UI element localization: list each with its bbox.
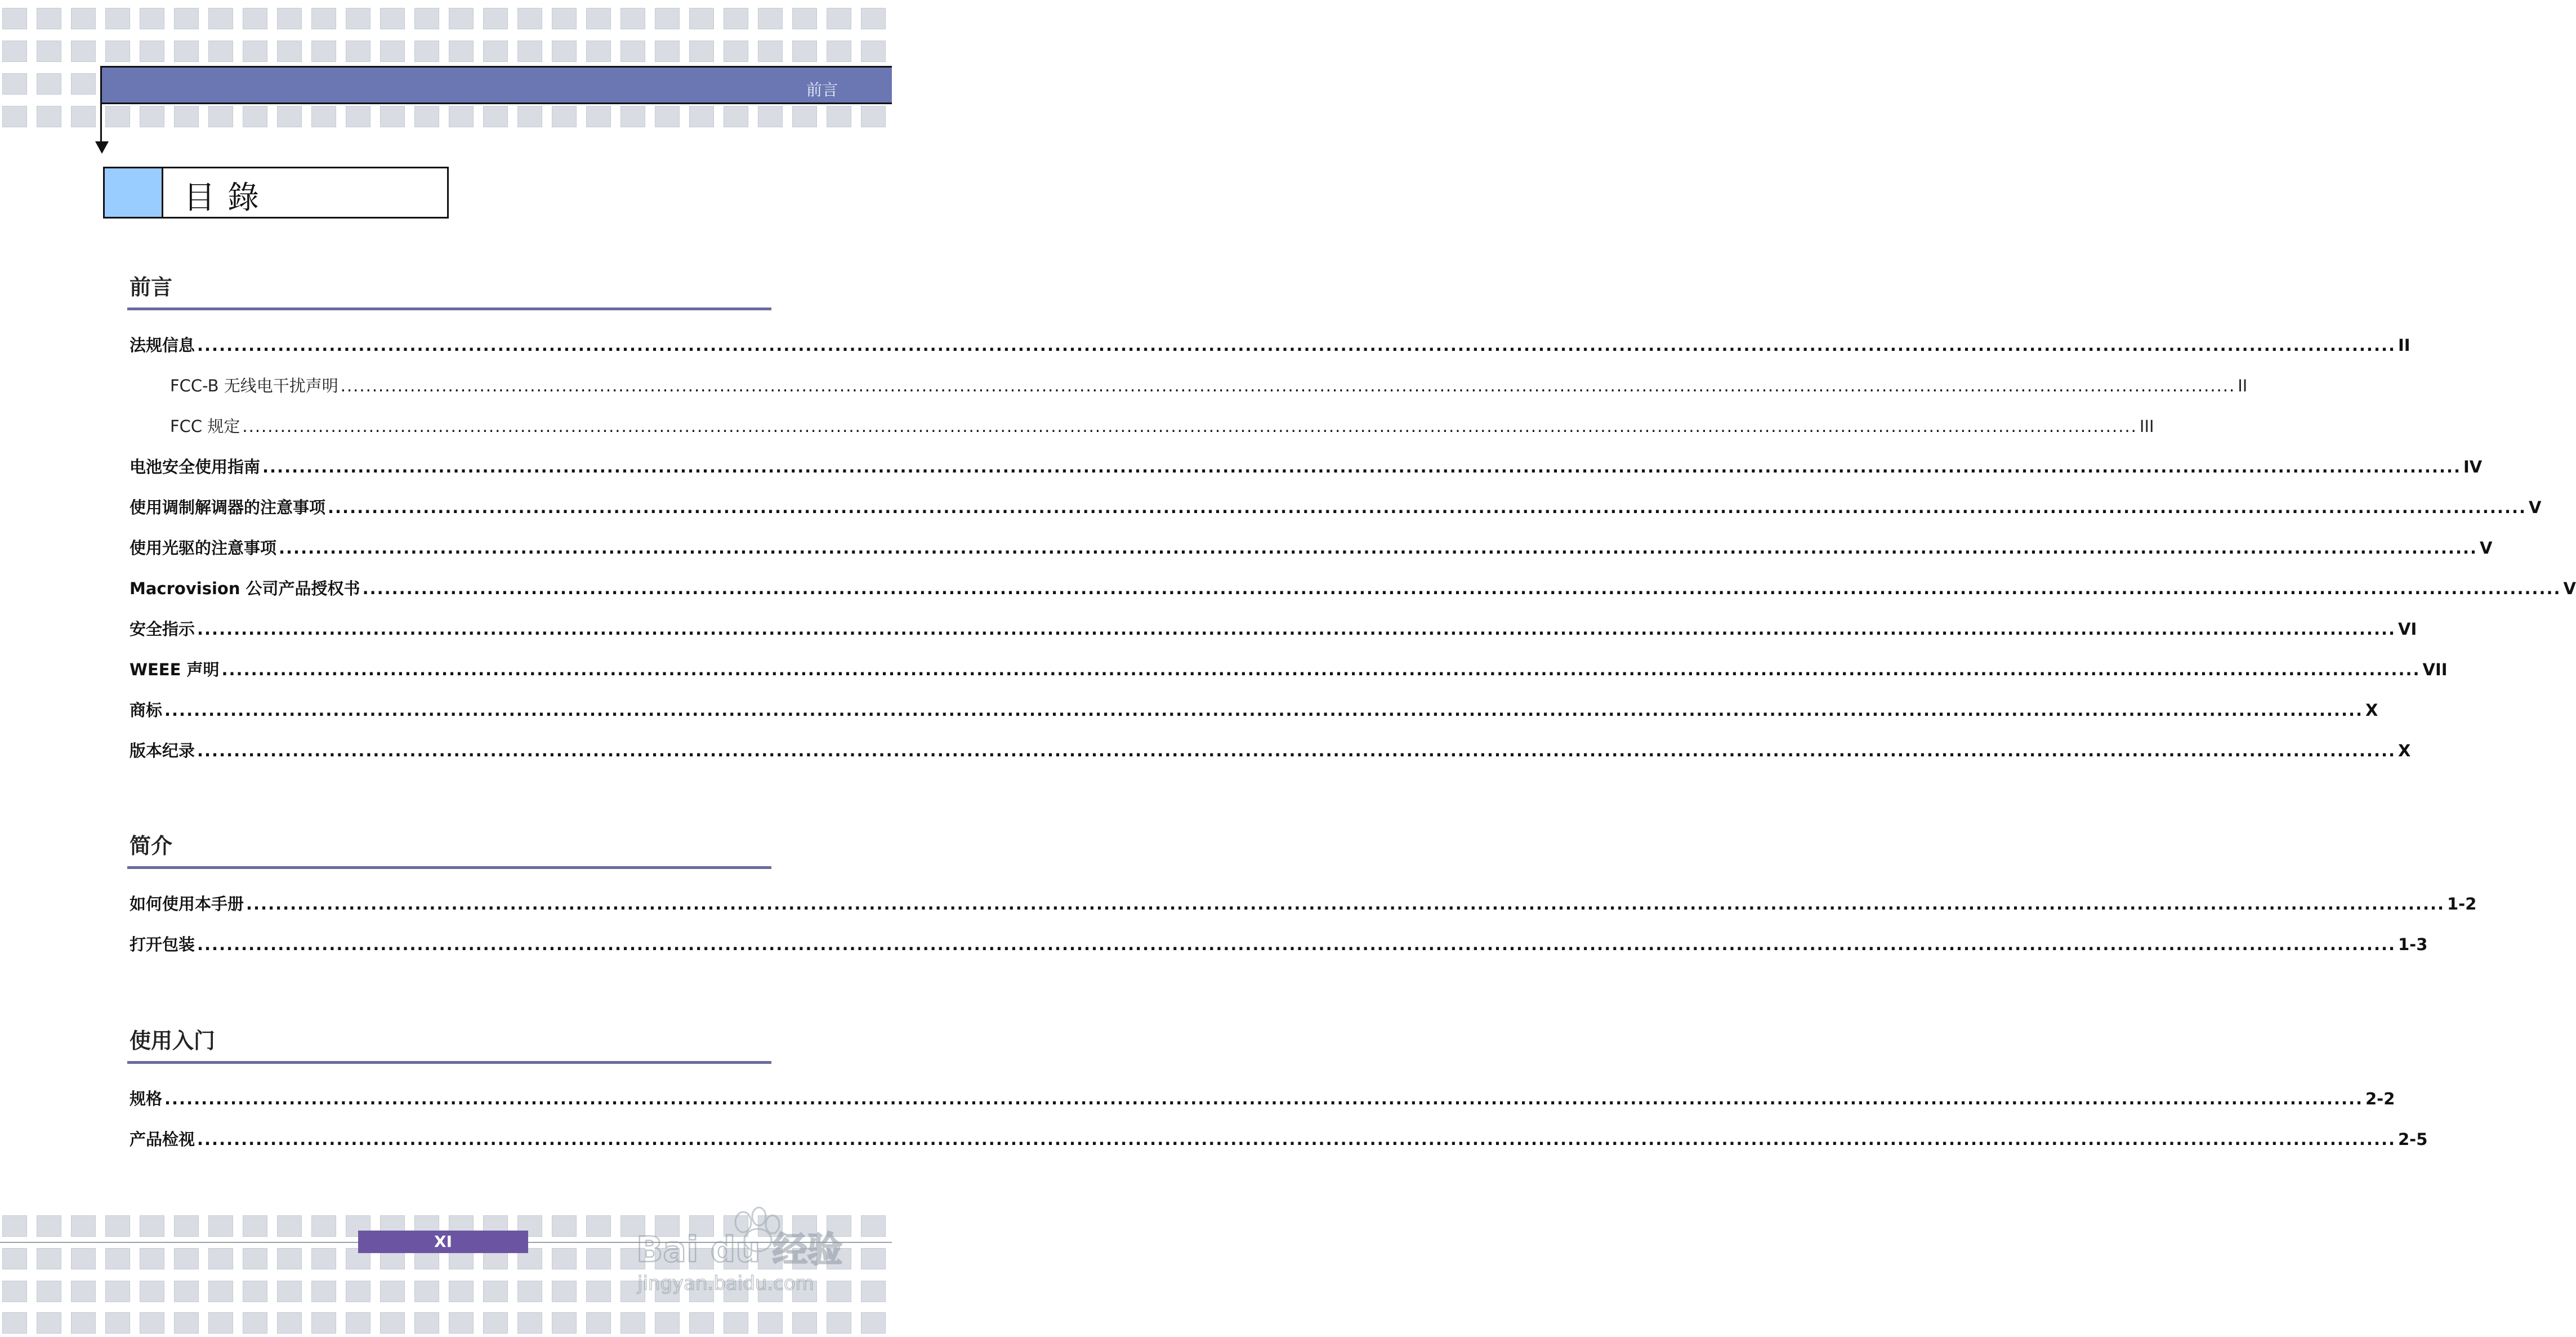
tile (71, 41, 96, 62)
tile (2, 41, 27, 62)
tile (140, 1281, 164, 1302)
tile (140, 1215, 164, 1237)
header-title: 前言 (806, 81, 838, 99)
tile (105, 1281, 130, 1302)
tile (311, 8, 336, 29)
tile (105, 41, 130, 62)
tile (792, 8, 817, 29)
tile (861, 1281, 886, 1302)
entry-page: IV (2463, 457, 2483, 476)
arrow-down-icon (95, 141, 109, 154)
page-number: XI (358, 1231, 528, 1253)
tile (277, 8, 302, 29)
entry-label: 规格 (130, 1089, 163, 1108)
tile (620, 106, 645, 127)
dot-leader: ............................................................................................................................................................................................................................................................................................................ (197, 741, 2396, 760)
entry-page: V (2480, 538, 2493, 558)
tile (758, 8, 783, 29)
tile (380, 106, 405, 127)
toc-section (130, 830, 2477, 965)
tile (37, 73, 61, 95)
tile (792, 106, 817, 127)
tile (174, 41, 199, 62)
tile (517, 1312, 542, 1334)
tile (380, 1281, 405, 1302)
watermark-url: jingyan.baidu.com (637, 1272, 814, 1295)
toc-entry[interactable] (130, 568, 2576, 609)
toc-entry[interactable] (130, 325, 2410, 366)
tile (827, 8, 851, 29)
tile (71, 73, 96, 95)
toc-entry[interactable] (130, 730, 2411, 771)
tile (552, 41, 577, 62)
tile (2, 106, 27, 127)
tile (2, 1215, 27, 1237)
baidu-watermark (631, 1200, 856, 1301)
tile (517, 41, 542, 62)
tile (37, 8, 61, 29)
toc-entry[interactable] (130, 1119, 2428, 1160)
dot-leader: ............................................................................................................................................................................................................................................................................................................ (221, 660, 2421, 679)
dot-leader: ............................................................................................................................................................................................................................................................................................................ (197, 620, 2396, 639)
dot-leader: ............................................................................................................................................................................................................................................................................................................ (242, 417, 2137, 436)
tile (861, 41, 886, 62)
entry-label: 产品检视 (130, 1130, 195, 1149)
tile (414, 8, 439, 29)
tile (37, 106, 61, 127)
tile (792, 1312, 817, 1334)
tile (483, 1312, 508, 1334)
entry-label: WEEE 声明 (130, 660, 220, 679)
tile (71, 1281, 96, 1302)
tile (105, 106, 130, 127)
entry-label: FCC-B 无线电干扰声明 (170, 376, 338, 395)
entry-label: 使用光驱的注意事项 (130, 538, 277, 558)
tile (655, 8, 680, 29)
tile (586, 106, 611, 127)
tile (208, 1215, 233, 1237)
tile (689, 8, 714, 29)
tile (586, 1281, 611, 1302)
tile (414, 1281, 439, 1302)
entry-page: VI (2398, 620, 2417, 639)
entry-page: III (2139, 417, 2154, 436)
toc-entry[interactable] (130, 447, 2483, 487)
tile (346, 106, 370, 127)
toc-title: 目錄 (184, 180, 271, 216)
tile (449, 1281, 474, 1302)
tile (71, 1312, 96, 1334)
tile (861, 8, 886, 29)
toc-entry[interactable] (130, 690, 2378, 730)
tile (346, 1281, 370, 1302)
tile-row (0, 8, 892, 33)
tile (346, 1312, 370, 1334)
tile (311, 1281, 336, 1302)
tile (277, 1215, 302, 1237)
tile (2, 1248, 27, 1269)
tile (311, 1215, 336, 1237)
tile (140, 106, 164, 127)
tile (277, 106, 302, 127)
tile (620, 41, 645, 62)
dot-leader: ............................................................................................................................................................................................................................................................................................................ (340, 376, 2236, 395)
tile (208, 106, 233, 127)
tile (2, 73, 27, 95)
tile (140, 1248, 164, 1269)
section-title: 使用入门 (130, 1028, 216, 1053)
tile (174, 1248, 199, 1269)
tile (243, 1248, 267, 1269)
entry-label: 打开包装 (130, 935, 195, 954)
entry-page: 1-3 (2398, 935, 2428, 954)
tile (277, 1248, 302, 1269)
tile-row (0, 41, 892, 65)
entry-label: FCC 规定 (170, 417, 240, 436)
tile (380, 41, 405, 62)
tile (655, 106, 680, 127)
tile (689, 1312, 714, 1334)
tile (105, 1248, 130, 1269)
tile (552, 1215, 577, 1237)
dot-leader: ............................................................................................................................................................................................................................................................................................................ (262, 457, 2461, 476)
section-title: 简介 (130, 834, 173, 858)
tile (208, 8, 233, 29)
header-band (100, 66, 892, 104)
entry-label: 法规信息 (130, 336, 195, 355)
tile (414, 1312, 439, 1334)
entry-page: II (2398, 336, 2410, 355)
toc-subentry[interactable] (130, 366, 2248, 406)
tile (655, 41, 680, 62)
tile (208, 1312, 233, 1334)
tile (311, 106, 336, 127)
tile (414, 106, 439, 127)
tile (208, 1281, 233, 1302)
toc-entry[interactable] (130, 1078, 2395, 1119)
tile (586, 8, 611, 29)
tile (105, 1215, 130, 1237)
tile (140, 1312, 164, 1334)
section-divider (127, 866, 771, 869)
tile (792, 41, 817, 62)
dot-leader: ............................................................................................................................................................................................................................................................................................................ (197, 336, 2396, 355)
tile (449, 8, 474, 29)
tile (586, 1248, 611, 1269)
tile (586, 41, 611, 62)
tile (861, 1248, 886, 1269)
tile (311, 41, 336, 62)
tile (243, 8, 267, 29)
tile (517, 1281, 542, 1302)
tile (174, 8, 199, 29)
tile (586, 1215, 611, 1237)
section-entries (130, 884, 2477, 965)
tile (449, 1312, 474, 1334)
tile (552, 1281, 577, 1302)
tile (552, 1312, 577, 1334)
tile (724, 1312, 748, 1334)
section-divider (127, 307, 771, 310)
tile (243, 1281, 267, 1302)
tile (105, 1312, 130, 1334)
tile (724, 106, 748, 127)
toc-entry[interactable] (130, 649, 2448, 690)
tile (71, 1248, 96, 1269)
tile (861, 1312, 886, 1334)
entry-page: X (2398, 741, 2411, 760)
tile (827, 1312, 851, 1334)
tile (689, 41, 714, 62)
tile (174, 106, 199, 127)
tile (277, 41, 302, 62)
tile (2, 1312, 27, 1334)
tile-row (0, 106, 892, 131)
tile (2, 1281, 27, 1302)
tile (724, 41, 748, 62)
tile (2, 8, 27, 29)
entry-label: 如何使用本手册 (130, 894, 244, 913)
watermark-brand: Bai du 经验 (636, 1229, 843, 1270)
entry-page: 1-2 (2447, 894, 2477, 913)
tile (37, 1215, 61, 1237)
toc-section (130, 271, 2576, 771)
entry-label: Macrovision 公司产品授权书 (130, 579, 360, 598)
toc-title-box (103, 167, 449, 219)
tile (174, 1281, 199, 1302)
tile (311, 1248, 336, 1269)
tile (243, 41, 267, 62)
toc-entry[interactable] (130, 528, 2493, 568)
dot-leader: ............................................................................................................................................................................................................................................................................................................ (246, 894, 2445, 913)
tile (243, 1312, 267, 1334)
tile (346, 8, 370, 29)
dot-leader: ............................................................................................................................................................................................................................................................................................................ (197, 1130, 2396, 1149)
toc-section (130, 1025, 2428, 1160)
tile (380, 1312, 405, 1334)
tile (586, 1312, 611, 1334)
tile (689, 106, 714, 127)
tile (208, 1248, 233, 1269)
tile (827, 106, 851, 127)
tile (620, 8, 645, 29)
dot-leader: ............................................................................................................................................................................................................................................................................................................ (328, 498, 2526, 517)
tile (552, 1248, 577, 1269)
tile (174, 1312, 199, 1334)
tile (174, 1215, 199, 1237)
tile (346, 41, 370, 62)
tile (655, 1312, 680, 1334)
tile (758, 106, 783, 127)
tile (758, 41, 783, 62)
tile (861, 106, 886, 127)
tile (517, 106, 542, 127)
entry-page: V (2563, 579, 2576, 598)
entry-page: 2-5 (2398, 1130, 2428, 1149)
tile (243, 1215, 267, 1237)
toc-accent-block (105, 168, 163, 217)
arrow-line (100, 104, 102, 142)
tile (483, 41, 508, 62)
tile-row (0, 1312, 892, 1337)
tile (311, 1312, 336, 1334)
section-entries (130, 1078, 2428, 1160)
tile (449, 41, 474, 62)
tile (414, 41, 439, 62)
tile (552, 106, 577, 127)
tile (861, 1215, 886, 1237)
entry-label: 安全指示 (130, 620, 195, 639)
section-title: 前言 (130, 275, 173, 300)
entry-label: 使用调制解调器的注意事项 (130, 498, 326, 517)
tile (140, 41, 164, 62)
dot-leader: ............................................................................................................................................................................................................................................................................................................ (164, 701, 2363, 720)
entry-label: 商标 (130, 701, 163, 720)
tile (105, 8, 130, 29)
dot-leader: ............................................................................................................................................................................................................................................................................................................ (197, 935, 2396, 954)
dot-leader: ............................................................................................................................................................................................................................................................................................................ (279, 538, 2477, 558)
entry-page: VII (2422, 660, 2448, 679)
toc-entry[interactable] (130, 884, 2477, 924)
dot-leader: ............................................................................................................................................................................................................................................................................................................ (362, 579, 2561, 598)
section-entries (130, 325, 2576, 771)
dot-leader: ............................................................................................................................................................................................................................................................................................................ (164, 1089, 2363, 1108)
toc-entry[interactable] (130, 924, 2428, 965)
tile (243, 106, 267, 127)
toc-subentry[interactable] (130, 406, 2154, 447)
tile (71, 106, 96, 127)
tile (37, 41, 61, 62)
tile (71, 8, 96, 29)
tile (620, 1312, 645, 1334)
tile (37, 1312, 61, 1334)
tile (724, 8, 748, 29)
tile (277, 1312, 302, 1334)
toc-entry[interactable] (130, 487, 2542, 528)
tile (552, 8, 577, 29)
tile (449, 106, 474, 127)
entry-page: 2-2 (2365, 1089, 2395, 1108)
tile (277, 1281, 302, 1302)
entry-label: 版本纪录 (130, 741, 195, 760)
tile (483, 106, 508, 127)
tile (483, 1281, 508, 1302)
toc-entry[interactable] (130, 609, 2417, 649)
tile (71, 1215, 96, 1237)
tile (380, 8, 405, 29)
tile (758, 1312, 783, 1334)
entry-page: II (2238, 376, 2248, 395)
tile (140, 8, 164, 29)
entry-page: X (2365, 701, 2378, 720)
tile (37, 1281, 61, 1302)
tile (208, 41, 233, 62)
tile (37, 1248, 61, 1269)
section-divider (127, 1061, 771, 1064)
tile (483, 8, 508, 29)
tile (827, 41, 851, 62)
entry-label: 电池安全使用指南 (130, 457, 261, 476)
tile (517, 8, 542, 29)
entry-page: V (2529, 498, 2542, 517)
